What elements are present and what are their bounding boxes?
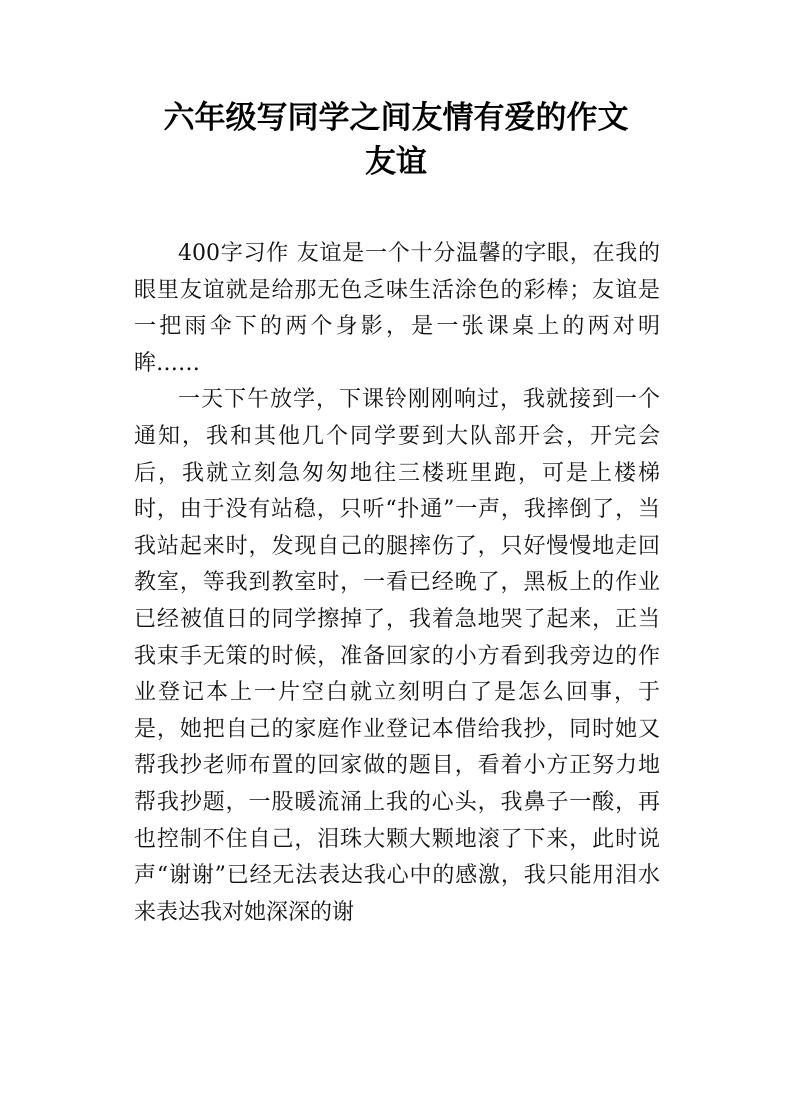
page-title: 六年级写同学之间友情有爱的作文 xyxy=(163,100,629,136)
document-body xyxy=(134,236,660,931)
paragraph-intro: 400字习作 友谊是一个十分温馨的字眼，在我的眼里友谊就是给那无色乏味生活涂色的彩棒；友谊是一把雨伞下的两个身影，是一张课桌上的两对明眸…… xyxy=(134,241,660,376)
page-subtitle: 友谊 xyxy=(365,144,427,180)
paragraph-story: 一天下午放学，下课铃刚刚响过，我就接到一个通知，我和其他几个同学要到大队部开会，开完会后，我就立刻急匆匆地往三楼班里跑，可是上楼梯时，由于没有站稳，只听“扑通”一声，我摔倒了，当我站起来时，发现自己的腿摔伤了，只好慢慢地走回教室，等我到教室时，一看已经晚了，黑板上的作业已经被值日的同学擦掉了，我着急地哭了起来，正当我束手无策的时候，准备回家的小方看到我旁边的作业登记本上一片空白就立刻明白了是怎么回事，于是，她把自己的家庭作业登记本借给我抄，同时她又帮我抄老师布置的回家做的题目，看着小方正努力地帮我抄题，一股暖流涌上我的心头，我鼻子一酸，再也控制不住自己，泪珠大颗大颗地滚了下来，此时说声“谢谢”已经无法表达我心中的感激，我只能用泪水来表达我对她深深的谢 xyxy=(134,387,660,925)
